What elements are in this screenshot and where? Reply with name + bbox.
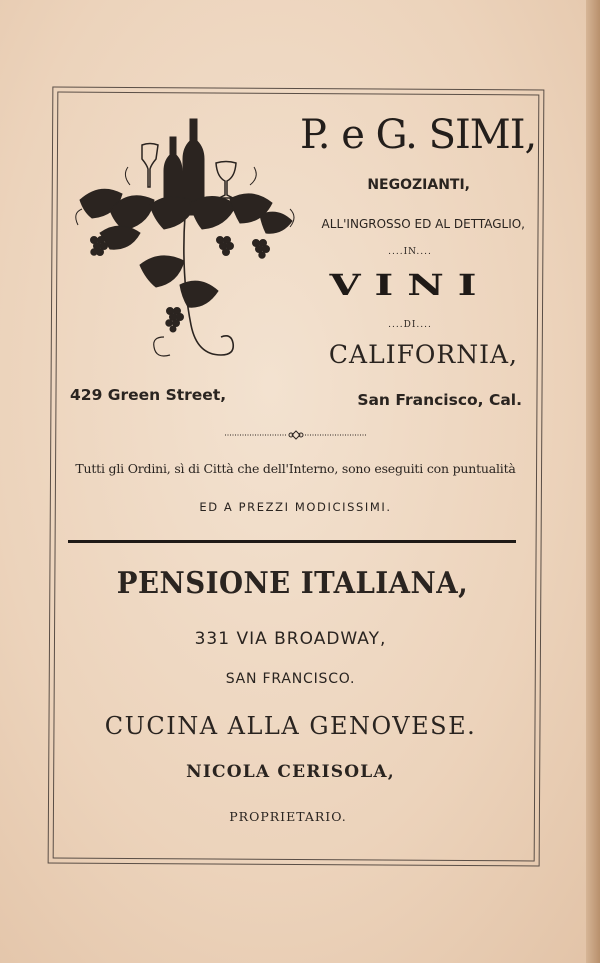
simi-firm-name: P. e G. SIMI, — [300, 112, 537, 158]
pension-owner: NICOLA CERISOLA, — [186, 762, 395, 782]
simi-orders-note: Tutti gli Ordini, sì di Città che dell'Interno, sono eseguiti con puntualità — [75, 461, 516, 476]
simi-trade: NEGOZIANTI, — [367, 177, 470, 193]
pension-city: SAN FRANCISCO. — [225, 671, 356, 687]
simi-city: San Francisco, Cal. — [357, 391, 522, 409]
simi-street-address: 429 Green Street, — [70, 386, 227, 404]
pension-name: PENSIONE ITALIANA, — [116, 566, 469, 601]
simi-product-heading: VINI — [329, 268, 491, 303]
ornamental-divider — [225, 429, 367, 441]
simi-di-word: ....DI.... — [388, 320, 432, 330]
simi-wholesale-retail: ALL'INGROSSO ED AL DETTAGLIO, — [321, 216, 525, 231]
simi-prices-note: ED A PREZZI MODICISSIMI. — [199, 500, 392, 514]
pension-address: 331 VIA BROADWAY, — [194, 629, 387, 649]
pension-cuisine: CUCINA ALLA GENOVESE. — [104, 712, 477, 740]
pension-owner-title: PROPRIETARIO. — [229, 809, 347, 824]
simi-in-word: ....IN.... — [388, 247, 432, 257]
book-spine-edge — [586, 0, 600, 963]
simi-region: CALIFORNIA, — [328, 340, 518, 369]
section-divider-rule — [68, 540, 516, 543]
wine-bottles-grapevine-engraving — [70, 115, 300, 377]
